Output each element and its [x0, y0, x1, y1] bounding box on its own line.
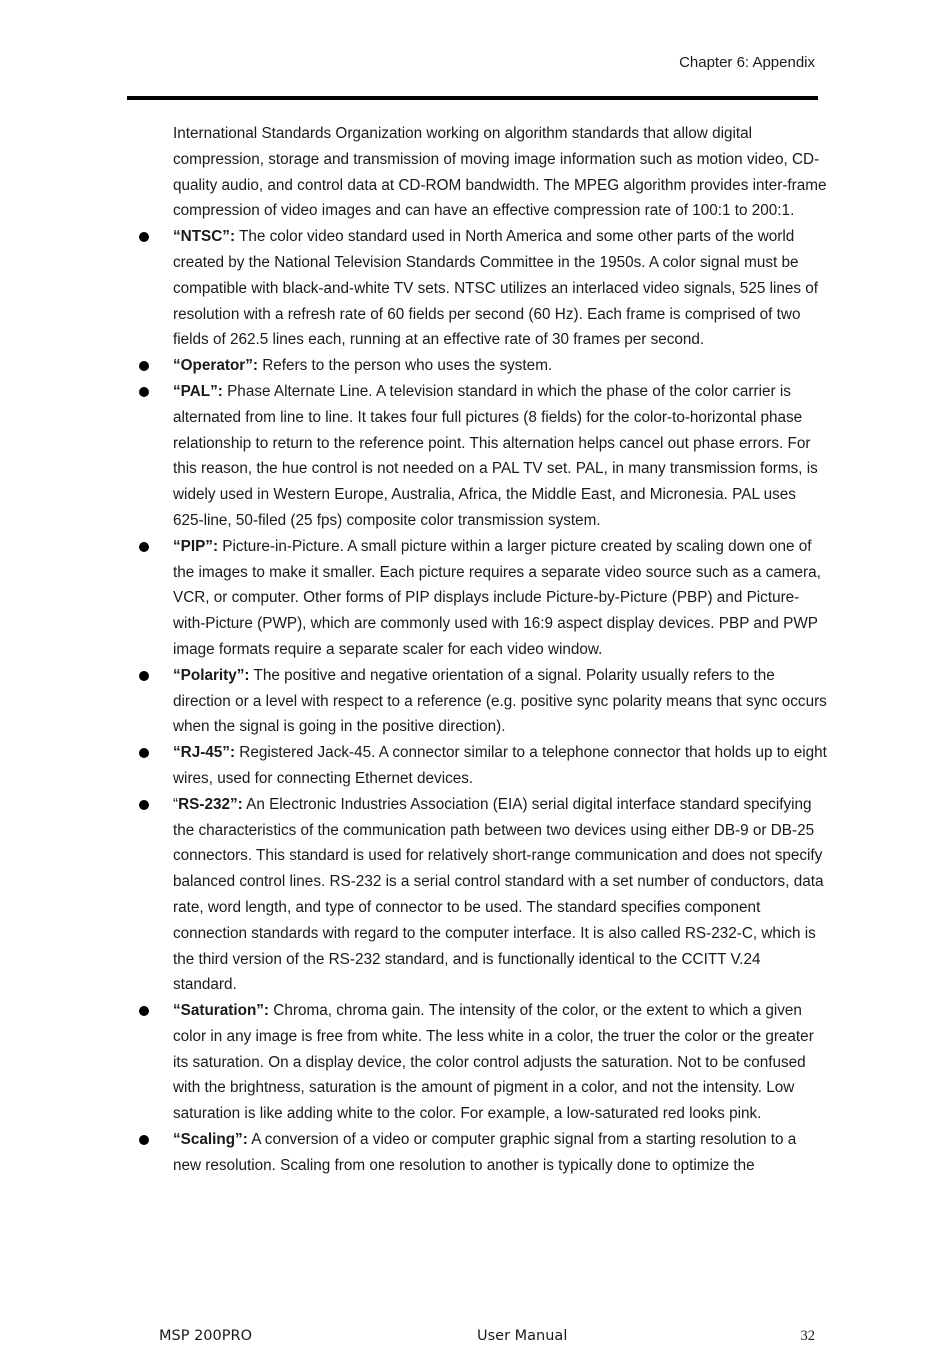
bullet-icon	[139, 1135, 149, 1145]
chapter-header: Chapter 6: Appendix	[679, 54, 815, 71]
glossary-item-ntsc	[138, 224, 828, 353]
glossary-definition: Phase Alternate Line. A television standard in which the phase of the color carrier is alternated from line to line. It takes four full pictures (8 fields) for the color-to-horizontal phase relationship to return to the reference point. This alternation helps cancel out phase errors. For this reason, the hue control is not needed on a PAL TV set. PAL, in many transmission forms, is widely used in Western Europe, Australia, Africa, the Middle East, and Micronesia. PAL uses 625-line, 50-filed (25 fps) composite color transmission system.	[173, 382, 818, 529]
glossary-definition: Picture-in-Picture. A small picture within a larger picture created by scaling down one of the images to make it smaller. Each picture requires a separate video source such as a camera, VCR, or computer. Other forms of PIP displays include Picture-by-Picture (PBP) and Picture-with-Picture (PWP), which are commonly used with 16:9 aspect display devices. PBP and PWP image formats require a separate scaler for each video window.	[173, 537, 821, 658]
glossary-list	[138, 224, 828, 1178]
bullet-icon	[139, 800, 149, 810]
bullet-icon	[139, 387, 149, 397]
glossary-entry	[165, 379, 828, 534]
glossary-term: “Operator”:	[173, 357, 258, 375]
page-content	[138, 121, 828, 1179]
glossary-item-polarity	[138, 663, 828, 740]
glossary-item-operator	[138, 353, 828, 379]
glossary-entry	[165, 224, 828, 353]
glossary-entry	[165, 740, 828, 792]
glossary-term: “RJ-45”:	[173, 744, 236, 762]
bullet-icon	[139, 671, 149, 681]
glossary-entry	[165, 353, 828, 379]
glossary-entry	[165, 663, 828, 740]
glossary-definition: Refers to the person who uses the system.	[258, 357, 553, 375]
glossary-entry	[165, 792, 828, 998]
footer-product: MSP 200PRO	[159, 1328, 252, 1344]
glossary-entry	[165, 534, 828, 663]
glossary-definition: An Electronic Industries Association (EIA) serial digital interface standard specifying the characteristics of the communication path between two devices using either DB-9 or DB-25 connectors. This standard is used for relatively short-range communication and does not specify balanced control lines. RS-232 is a serial control standard with a set number of conductors, data rate, word length, and type of connector to be used. The standard specifies component connection standards with regard to the computer interface. It is also called RS-232-C, which is the third version of the RS-232 standard, and is functionally identical to the CCITT V.24 standard.	[173, 795, 824, 994]
bullet-icon	[139, 232, 149, 242]
glossary-item-rs232	[138, 792, 828, 998]
bullet-icon	[139, 1006, 149, 1016]
bullet-icon	[139, 361, 149, 371]
glossary-term: “PAL”:	[173, 382, 223, 400]
glossary-term: RS-232”:	[178, 795, 243, 813]
footer-doc-type: User Manual	[477, 1328, 568, 1344]
glossary-item-saturation	[138, 998, 828, 1127]
intro-paragraph: International Standards Organization working on algorithm standards that allow digital compression, storage and transmission of moving image information such as motion video, CD-quality audio, and control data at CD-ROM bandwidth. The MPEG algorithm provides inter-frame compression of video images and can have an effective compression rate of 100:1 to 200:1.	[173, 125, 827, 220]
bullet-icon	[139, 748, 149, 758]
glossary-definition: Chroma, chroma gain. The intensity of the color, or the extent to which a given color in any image is free from white. The less white in a color, the truer the color or the greater its saturation. On a display device, the color control adjusts the saturation. Not to be confused with the brightness, saturation is the amount of pigment in a color, and not the intensity. Low saturation is like adding white to the color. For example, a low-saturated red looks pink.	[173, 1002, 814, 1123]
glossary-definition: A conversion of a video or computer graphic signal from a starting resolution to a new resolution. Scaling from one resolution to another is typically done to optimize the	[173, 1131, 797, 1174]
glossary-term: “Saturation”:	[173, 1002, 270, 1020]
page-number: 32	[800, 1328, 815, 1344]
glossary-item-rj45	[138, 740, 828, 792]
glossary-definition: Registered Jack-45. A connector similar to a telephone connector that holds up to eight wires, used for connecting Ethernet devices.	[173, 744, 827, 787]
glossary-term: “NTSC”:	[173, 228, 236, 246]
glossary-item-pip	[138, 534, 828, 663]
bullet-icon	[139, 542, 149, 552]
glossary-entry	[165, 1127, 828, 1179]
glossary-term: “Polarity”:	[173, 666, 250, 684]
glossary-term-prefix: “	[173, 795, 179, 813]
glossary-definition: The color video standard used in North America and some other parts of the world created by the National Television Standards Committee in the 1950s. A color signal must be compatible with black-and-white TV sets. NTSC utilizes an interlaced video signals, 525 lines of resolution with a refresh rate of 60 fields per second (60 Hz). Each frame is comprised of two fields of 262.5 lines each, running at an effective rate of 30 frames per second.	[173, 228, 819, 349]
glossary-term: “PIP”:	[173, 537, 219, 555]
glossary-item-pal	[138, 379, 828, 534]
header-rule	[127, 96, 818, 100]
glossary-term: “Scaling”:	[173, 1131, 248, 1149]
glossary-definition: The positive and negative orientation of a signal. Polarity usually refers to the direction or a level with respect to a reference (e.g. positive sync polarity means that sync occurs when the signal is going in the positive direction).	[173, 666, 827, 736]
glossary-entry	[165, 998, 828, 1127]
glossary-item-scaling	[138, 1127, 828, 1179]
